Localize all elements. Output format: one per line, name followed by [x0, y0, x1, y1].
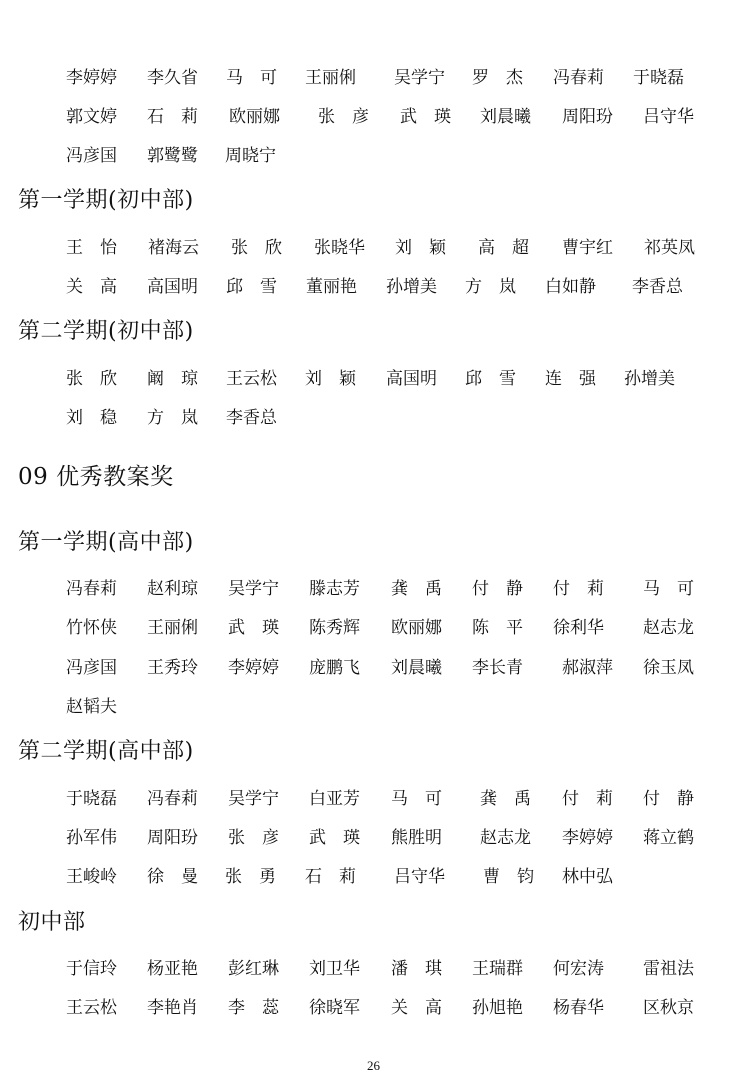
teacher-name: 张晓华	[314, 238, 365, 258]
teacher-name: 董丽艳	[306, 277, 357, 297]
teacher-name: 邱 雪	[465, 369, 516, 389]
teacher-name: 王丽俐	[305, 68, 356, 88]
teacher-name: 吴学宁	[228, 579, 279, 599]
teacher-name: 武 瑛	[400, 107, 451, 127]
name-row	[66, 655, 706, 681]
teacher-name: 张 欣	[66, 369, 117, 389]
name-row	[66, 995, 706, 1021]
teacher-name: 何宏涛	[553, 959, 604, 979]
teacher-name: 王峻岭	[66, 867, 117, 887]
name-row	[66, 366, 706, 392]
teacher-name: 刘 稳	[66, 408, 117, 428]
section-heading: 第二学期(初中部)	[18, 319, 194, 344]
teacher-name: 王云松	[226, 369, 277, 389]
teacher-name: 庞鹏飞	[309, 658, 360, 678]
teacher-name: 王丽俐	[147, 618, 198, 638]
teacher-name: 欧丽娜	[229, 107, 280, 127]
teacher-name: 孙增美	[624, 369, 675, 389]
teacher-name: 王秀玲	[147, 658, 198, 678]
teacher-name: 白如静	[545, 277, 596, 297]
teacher-name: 周晓宁	[225, 146, 276, 166]
teacher-name: 王云松	[66, 998, 117, 1018]
teacher-name: 徐 曼	[147, 867, 198, 887]
teacher-name: 李 蕊	[228, 998, 279, 1018]
teacher-name: 石 莉	[147, 107, 198, 127]
teacher-name: 于晓磊	[633, 68, 684, 88]
teacher-name: 杨亚艳	[147, 959, 198, 979]
teacher-name: 连 强	[545, 369, 596, 389]
teacher-name: 付 静	[643, 789, 694, 809]
teacher-name: 郭文婷	[66, 107, 117, 127]
section-heading: 初中部	[18, 910, 86, 935]
teacher-name: 刘卫华	[309, 959, 360, 979]
teacher-name: 李香总	[226, 408, 277, 428]
teacher-name: 于晓磊	[66, 789, 117, 809]
name-row	[66, 576, 706, 602]
teacher-name: 王 怡	[66, 238, 117, 258]
teacher-name: 马 可	[226, 68, 277, 88]
teacher-name: 杨春华	[553, 998, 604, 1018]
teacher-name: 石 莉	[305, 867, 356, 887]
teacher-name: 郭鹭鹭	[147, 146, 198, 166]
teacher-name: 龚 禹	[480, 789, 531, 809]
teacher-name: 林中弘	[562, 867, 613, 887]
teacher-name: 高国明	[147, 277, 198, 297]
teacher-name: 潘 琪	[391, 959, 442, 979]
teacher-name: 李长青	[472, 658, 523, 678]
teacher-name: 于信玲	[66, 959, 117, 979]
teacher-name: 赵韬夫	[66, 697, 117, 717]
teacher-name: 龚 禹	[391, 579, 442, 599]
teacher-name: 冯春莉	[147, 789, 198, 809]
teacher-name: 赵志龙	[643, 618, 694, 638]
teacher-name: 冯春莉	[66, 579, 117, 599]
teacher-name: 郝淑萍	[562, 658, 613, 678]
name-row	[66, 615, 706, 641]
teacher-name: 陈 平	[472, 618, 523, 638]
teacher-name: 李婷婷	[562, 828, 613, 848]
teacher-name: 孙旭艳	[472, 998, 523, 1018]
teacher-name: 熊胜明	[391, 828, 442, 848]
teacher-name: 张 勇	[225, 867, 276, 887]
teacher-name: 李香总	[632, 277, 683, 297]
name-row	[66, 825, 706, 851]
teacher-name: 付 静	[472, 579, 523, 599]
teacher-name: 祁英凤	[644, 238, 695, 258]
teacher-name: 周阳玢	[147, 828, 198, 848]
teacher-name: 赵志龙	[480, 828, 531, 848]
teacher-name: 方 岚	[465, 277, 516, 297]
teacher-name: 刘 颖	[305, 369, 356, 389]
teacher-name: 李艳肖	[147, 998, 198, 1018]
teacher-name: 陈秀辉	[309, 618, 360, 638]
teacher-name: 邱 雪	[226, 277, 277, 297]
teacher-name: 阚 琼	[147, 369, 198, 389]
teacher-name: 张 彦	[228, 828, 279, 848]
section-heading: 第一学期(初中部)	[18, 188, 194, 213]
teacher-name: 曹 钧	[483, 867, 534, 887]
section-heading: 第一学期(高中部)	[18, 530, 194, 555]
section-heading: 第二学期(高中部)	[18, 739, 194, 764]
teacher-name: 吕守华	[394, 867, 445, 887]
teacher-name: 区秋京	[643, 998, 694, 1018]
name-row	[66, 143, 706, 169]
teacher-name: 付 莉	[553, 579, 604, 599]
name-row	[66, 235, 706, 261]
teacher-name: 罗 杰	[472, 68, 523, 88]
teacher-name: 徐利华	[553, 618, 604, 638]
teacher-name: 欧丽娜	[391, 618, 442, 638]
teacher-name: 彭红琳	[228, 959, 279, 979]
name-row	[66, 786, 706, 812]
teacher-name: 李久省	[147, 68, 198, 88]
teacher-name: 滕志芳	[309, 579, 360, 599]
teacher-name: 刘 颖	[395, 238, 446, 258]
teacher-name: 褚海云	[148, 238, 199, 258]
teacher-name: 周阳玢	[562, 107, 613, 127]
teacher-name: 王瑞群	[472, 959, 523, 979]
teacher-name: 吴学宁	[394, 68, 445, 88]
teacher-name: 孙军伟	[66, 828, 117, 848]
teacher-name: 蒋立鹤	[643, 828, 694, 848]
teacher-name: 徐晓军	[309, 998, 360, 1018]
teacher-name: 刘晨曦	[480, 107, 531, 127]
teacher-name: 高国明	[386, 369, 437, 389]
name-row	[66, 864, 706, 890]
teacher-name: 马 可	[391, 789, 442, 809]
teacher-name: 徐玉凤	[643, 658, 694, 678]
teacher-name: 竹怀侠	[66, 618, 117, 638]
teacher-name: 方 岚	[147, 408, 198, 428]
award-title: 09 优秀教案奖	[18, 464, 174, 490]
teacher-name: 李婷婷	[228, 658, 279, 678]
teacher-name: 孙增美	[386, 277, 437, 297]
name-row	[66, 694, 706, 720]
name-row	[66, 956, 706, 982]
teacher-name: 武 瑛	[228, 618, 279, 638]
teacher-name: 高 超	[478, 238, 529, 258]
teacher-name: 雷祖法	[643, 959, 694, 979]
teacher-name: 冯彦国	[66, 146, 117, 166]
teacher-name: 冯彦国	[66, 658, 117, 678]
teacher-name: 马 可	[643, 579, 694, 599]
teacher-name: 白亚芳	[309, 789, 360, 809]
name-row	[66, 274, 706, 300]
teacher-name: 关 高	[391, 998, 442, 1018]
teacher-name: 武 瑛	[309, 828, 360, 848]
teacher-name: 付 莉	[562, 789, 613, 809]
name-row	[66, 65, 706, 91]
name-row	[66, 104, 706, 130]
teacher-name: 张 彦	[318, 107, 369, 127]
teacher-name: 关 高	[66, 277, 117, 297]
teacher-name: 李婷婷	[66, 68, 117, 88]
teacher-name: 刘晨曦	[391, 658, 442, 678]
teacher-name: 吴学宁	[228, 789, 279, 809]
name-row	[66, 405, 706, 431]
teacher-name: 吕守华	[643, 107, 694, 127]
teacher-name: 曹宇红	[562, 238, 613, 258]
teacher-name: 张 欣	[231, 238, 282, 258]
teacher-name: 冯春莉	[553, 68, 604, 88]
teacher-name: 赵利琼	[147, 579, 198, 599]
page-number: 26	[367, 1058, 380, 1073]
